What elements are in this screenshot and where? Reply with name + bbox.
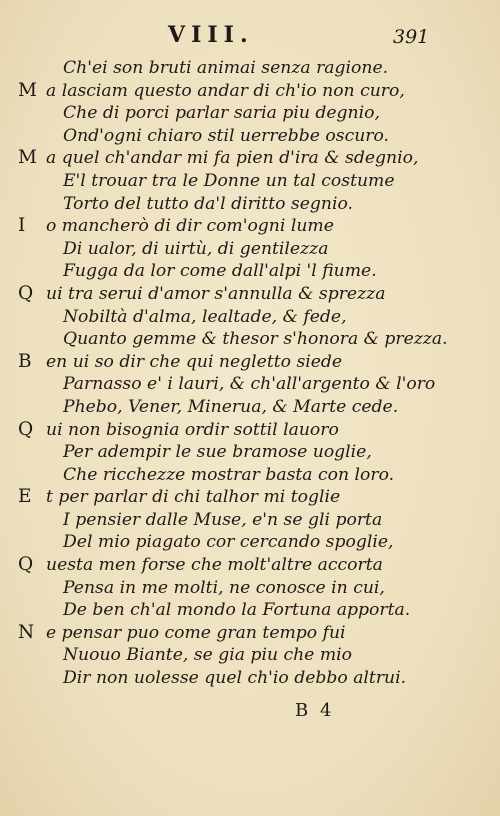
- verse-text: o mancherò di dir com'ogni lume: [46, 216, 334, 237]
- verse-line: [18, 306, 498, 329]
- verse-text: Ond'ogni chiaro stil uerrebbe oscuro.: [63, 125, 389, 146]
- stanza-initial: B: [18, 350, 32, 372]
- verse-line: [18, 147, 498, 170]
- verse-text: Dir non uolesse quel ch'io debbo altrui.: [63, 668, 407, 689]
- verse-text: Di ualor, di uirtù, di gentilezza: [63, 238, 329, 259]
- verse-line: [18, 644, 498, 667]
- verse-text: De ben ch'al mondo la Fortuna apporta.: [63, 600, 411, 621]
- verse-text: ui non bisognia ordir sottil lauoro: [46, 419, 339, 440]
- verse-text: e pensar puo come gran tempo fui: [46, 622, 346, 643]
- stanza-initial: M: [18, 147, 37, 169]
- verse-text: Torto del tutto da'l diritto segnio.: [63, 193, 353, 214]
- verse-text: t per parlar di chi talhor mi toglie: [46, 487, 341, 508]
- verse-line: [18, 667, 498, 690]
- verse-line: [18, 373, 498, 396]
- verse-line: [18, 464, 498, 487]
- stanza-initial: I: [18, 215, 26, 237]
- verse-line: [18, 193, 498, 216]
- verse-text: Per adempir le sue bramose uoglie,: [63, 442, 372, 463]
- verse-text: en ui so dir che qui negletto siede: [46, 351, 343, 372]
- verse-text: Nuouo Biante, se gia piu che mio: [63, 645, 352, 666]
- verse-text: a quel ch'andar mi fa pien d'ira & sdegnio,: [46, 148, 419, 169]
- verse-line: [18, 441, 498, 464]
- verse-line: [18, 509, 498, 532]
- verse-line: [18, 599, 498, 622]
- verse-text: ui tra serui d'amor s'annulla & sprezza: [46, 283, 386, 304]
- verse-text: Del mio piagato cor cercando spoglie,: [63, 532, 394, 553]
- verse-line: [18, 57, 498, 80]
- verse-line: [18, 125, 498, 148]
- verse-line: [18, 396, 498, 419]
- verse-line: [18, 622, 498, 645]
- verse-line: [18, 102, 498, 125]
- verse-line: [18, 260, 498, 283]
- verse-line: [18, 80, 498, 103]
- page-number: 391: [393, 26, 430, 48]
- verse-line: [18, 554, 498, 577]
- verse-line: [18, 351, 498, 374]
- verse-line: [18, 419, 498, 442]
- verse-line: [18, 238, 498, 261]
- page-header: [0, 22, 500, 52]
- verse-text: Parnasso e' i lauri, & ch'all'argento & l'oro: [63, 374, 436, 395]
- verse-line: [18, 215, 498, 238]
- verse-text: Fugga da lor come dall'alpi 'l fiume.: [63, 261, 377, 282]
- running-head: VIII.: [168, 22, 254, 48]
- stanza-initial: Q: [18, 282, 34, 304]
- stanza-initial: M: [18, 79, 37, 101]
- stanza-initial: E: [18, 486, 32, 508]
- verse-line: [18, 328, 498, 351]
- stanza-initial: N: [18, 621, 35, 643]
- stanza-initial: Q: [18, 418, 34, 440]
- verse-line: [18, 577, 498, 600]
- verse-line: [18, 531, 498, 554]
- verse-text: Pensa in me molti, ne conosce in cui,: [63, 577, 385, 598]
- verse-text: Nobiltà d'alma, lealtade, & fede,: [63, 306, 347, 327]
- verse-text: a lasciam questo andar di ch'io non curo,: [46, 80, 405, 101]
- signature-mark: B 4: [295, 700, 335, 721]
- verse-text: Che ricchezze mostrar basta con loro.: [63, 464, 395, 485]
- verse-text: I pensier dalle Muse, e'n se gli porta: [63, 509, 383, 530]
- verse-line: [18, 283, 498, 306]
- verse-text: E'l trouar tra le Donne un tal costume: [63, 170, 395, 191]
- verse-text: Quanto gemme & thesor s'honora & prezza.: [63, 329, 448, 350]
- verse-line: [18, 486, 498, 509]
- verse-line: [18, 170, 498, 193]
- poem-body: [18, 57, 498, 690]
- stanza-initial: Q: [18, 554, 34, 576]
- verse-text: uesta men forse che molt'altre accorta: [46, 555, 383, 576]
- verse-text: Che di porci parlar saria piu degnio,: [63, 103, 380, 124]
- verse-text: Ch'ei son bruti animai senza ragione.: [63, 58, 389, 78]
- verse-text: Phebo, Vener, Minerua, & Marte cede.: [63, 396, 399, 417]
